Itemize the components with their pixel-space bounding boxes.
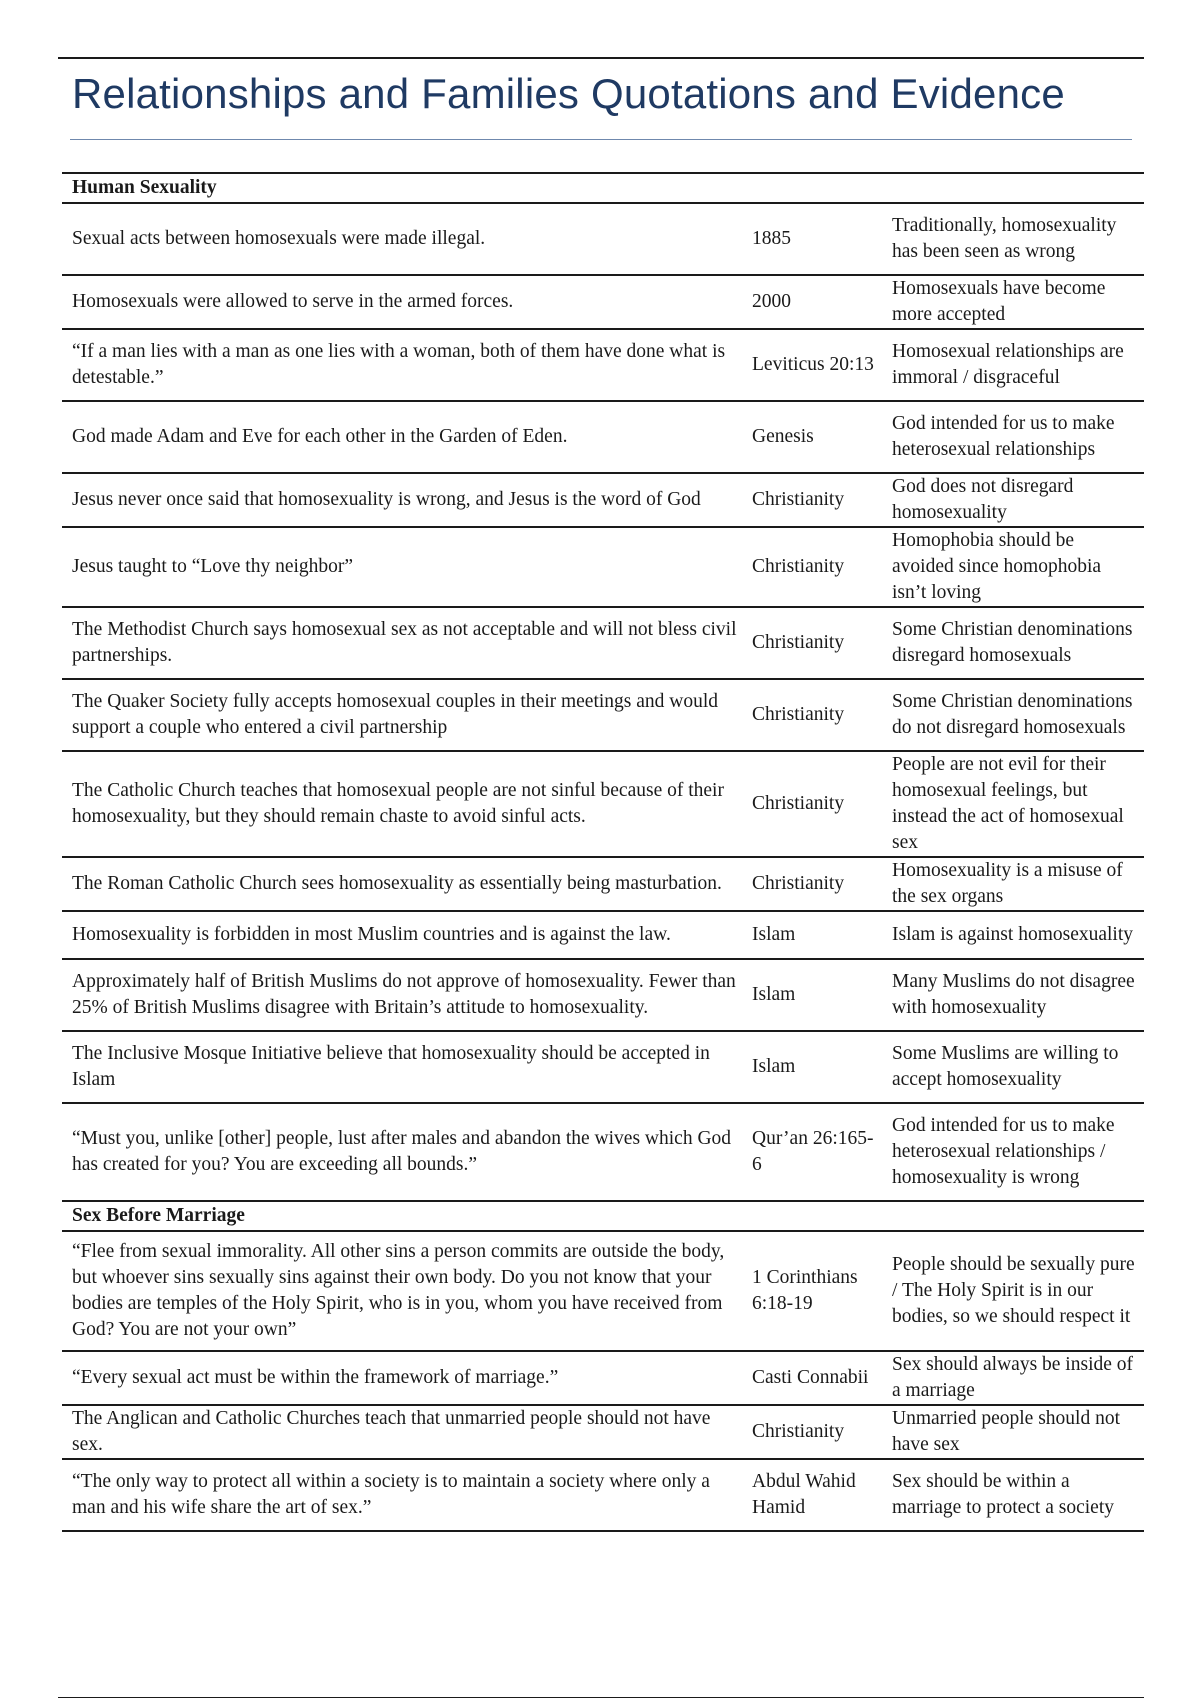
meaning-cell: Homophobia should be avoided since homophobia isn’t loving bbox=[886, 527, 1144, 607]
table-row bbox=[62, 959, 1144, 1031]
meaning-cell: Traditionally, homosexuality has been seen as wrong bbox=[886, 203, 1144, 275]
quote-cell: The Methodist Church says homosexual sex as not acceptable and will not bless civil partnerships. bbox=[62, 607, 744, 679]
table-row bbox=[62, 1103, 1144, 1201]
table-row bbox=[62, 857, 1144, 911]
source-cell: Christianity bbox=[744, 857, 886, 911]
table-row bbox=[62, 1405, 1144, 1459]
meaning-cell: Unmarried people should not have sex bbox=[886, 1405, 1144, 1459]
quotations-table bbox=[62, 172, 1144, 1532]
quote-cell: Jesus taught to “Love thy neighbor” bbox=[62, 527, 744, 607]
quote-cell: “Flee from sexual immorality. All other sins a person commits are outside the body, but whoever sins sexually sins against their own body. Do you not know that your bodies are temples of the Holy Spirit, who is in you, whom you have received from God? You are not your own” bbox=[62, 1231, 744, 1351]
source-cell: Christianity bbox=[744, 679, 886, 751]
source-cell: Christianity bbox=[744, 473, 886, 527]
meaning-cell: Homosexuality is a misuse of the sex organs bbox=[886, 857, 1144, 911]
meaning-cell: Some Christian denominations do not disregard homosexuals bbox=[886, 679, 1144, 751]
table-row bbox=[62, 1459, 1144, 1531]
section-heading: Human Sexuality bbox=[62, 173, 1144, 203]
table-row bbox=[62, 473, 1144, 527]
source-cell: 2000 bbox=[744, 275, 886, 329]
title-underline bbox=[70, 139, 1132, 140]
quote-cell: The Roman Catholic Church sees homosexuality as essentially being masturbation. bbox=[62, 857, 744, 911]
table-row bbox=[62, 275, 1144, 329]
table-row bbox=[62, 911, 1144, 959]
source-cell: Islam bbox=[744, 959, 886, 1031]
table-row bbox=[62, 329, 1144, 401]
meaning-cell: God intended for us to make heterosexual relationships bbox=[886, 401, 1144, 473]
meaning-cell: God intended for us to make heterosexual relationships / homosexuality is wrong bbox=[886, 1103, 1144, 1201]
table-row bbox=[62, 401, 1144, 473]
quote-cell: Homosexuals were allowed to serve in the armed forces. bbox=[62, 275, 744, 329]
quote-cell: “Every sexual act must be within the framework of marriage.” bbox=[62, 1351, 744, 1405]
table-row bbox=[62, 203, 1144, 275]
quote-cell: Homosexuality is forbidden in most Muslim countries and is against the law. bbox=[62, 911, 744, 959]
meaning-cell: Sex should be within a marriage to protect a society bbox=[886, 1459, 1144, 1531]
source-cell: Qur’an 26:165-6 bbox=[744, 1103, 886, 1201]
meaning-cell: Islam is against homosexuality bbox=[886, 911, 1144, 959]
source-cell: Christianity bbox=[744, 751, 886, 857]
source-cell: Islam bbox=[744, 911, 886, 959]
quote-cell: Jesus never once said that homosexuality is wrong, and Jesus is the word of God bbox=[62, 473, 744, 527]
quote-cell: God made Adam and Eve for each other in the Garden of Eden. bbox=[62, 401, 744, 473]
source-cell: 1885 bbox=[744, 203, 886, 275]
source-cell: Genesis bbox=[744, 401, 886, 473]
source-cell: Islam bbox=[744, 1031, 886, 1103]
footer-rule bbox=[58, 1697, 1144, 1698]
quote-cell: The Inclusive Mosque Initiative believe that homosexuality should be accepted in Islam bbox=[62, 1031, 744, 1103]
table-row bbox=[62, 751, 1144, 857]
page-title: Relationships and Families Quotations and Evidence bbox=[72, 70, 1065, 117]
meaning-cell: People should be sexually pure / The Holy Spirit is in our bodies, so we should respect it bbox=[886, 1231, 1144, 1351]
table-row bbox=[62, 1031, 1144, 1103]
source-cell: Christianity bbox=[744, 607, 886, 679]
quote-cell: The Quaker Society fully accepts homosexual couples in their meetings and would support a couple who entered a civil partnership bbox=[62, 679, 744, 751]
table-row bbox=[62, 607, 1144, 679]
source-cell: Casti Connabii bbox=[744, 1351, 886, 1405]
source-cell: Christianity bbox=[744, 1405, 886, 1459]
meaning-cell: Homosexuals have become more accepted bbox=[886, 275, 1144, 329]
table-row bbox=[62, 679, 1144, 751]
source-cell: Leviticus 20:13 bbox=[744, 329, 886, 401]
meaning-cell: Some Christian denominations disregard homosexuals bbox=[886, 607, 1144, 679]
table-row bbox=[62, 1351, 1144, 1405]
top-rule bbox=[58, 57, 1144, 59]
quote-cell: Sexual acts between homosexuals were made illegal. bbox=[62, 203, 744, 275]
meaning-cell: Some Muslims are willing to accept homosexuality bbox=[886, 1031, 1144, 1103]
meaning-cell: Homosexual relationships are immoral / disgraceful bbox=[886, 329, 1144, 401]
table-row bbox=[62, 527, 1144, 607]
source-cell: 1 Corinthians 6:18-19 bbox=[744, 1231, 886, 1351]
quote-cell: Approximately half of British Muslims do not approve of homosexuality. Fewer than 25% of British Muslims disagree with Britain’s attitude to homosexuality. bbox=[62, 959, 744, 1031]
section-heading: Sex Before Marriage bbox=[62, 1201, 1144, 1231]
meaning-cell: People are not evil for their homosexual feelings, but instead the act of homosexual sex bbox=[886, 751, 1144, 857]
source-cell: Christianity bbox=[744, 527, 886, 607]
quote-cell: The Anglican and Catholic Churches teach that unmarried people should not have sex. bbox=[62, 1405, 744, 1459]
meaning-cell: God does not disregard homosexuality bbox=[886, 473, 1144, 527]
quote-cell: “The only way to protect all within a society is to maintain a society where only a man and his wife share the art of sex.” bbox=[62, 1459, 744, 1531]
section-heading-row bbox=[62, 1201, 1144, 1231]
meaning-cell: Sex should always be inside of a marriage bbox=[886, 1351, 1144, 1405]
source-cell: Abdul Wahid Hamid bbox=[744, 1459, 886, 1531]
section-heading-row bbox=[62, 173, 1144, 203]
quote-cell: The Catholic Church teaches that homosexual people are not sinful because of their homosexuality, but they should remain chaste to avoid sinful acts. bbox=[62, 751, 744, 857]
quote-cell: “Must you, unlike [other] people, lust after males and abandon the wives which God has created for you? You are exceeding all bounds.” bbox=[62, 1103, 744, 1201]
meaning-cell: Many Muslims do not disagree with homosexuality bbox=[886, 959, 1144, 1031]
quote-cell: “If a man lies with a man as one lies with a woman, both of them have done what is detestable.” bbox=[62, 329, 744, 401]
table-row bbox=[62, 1231, 1144, 1351]
